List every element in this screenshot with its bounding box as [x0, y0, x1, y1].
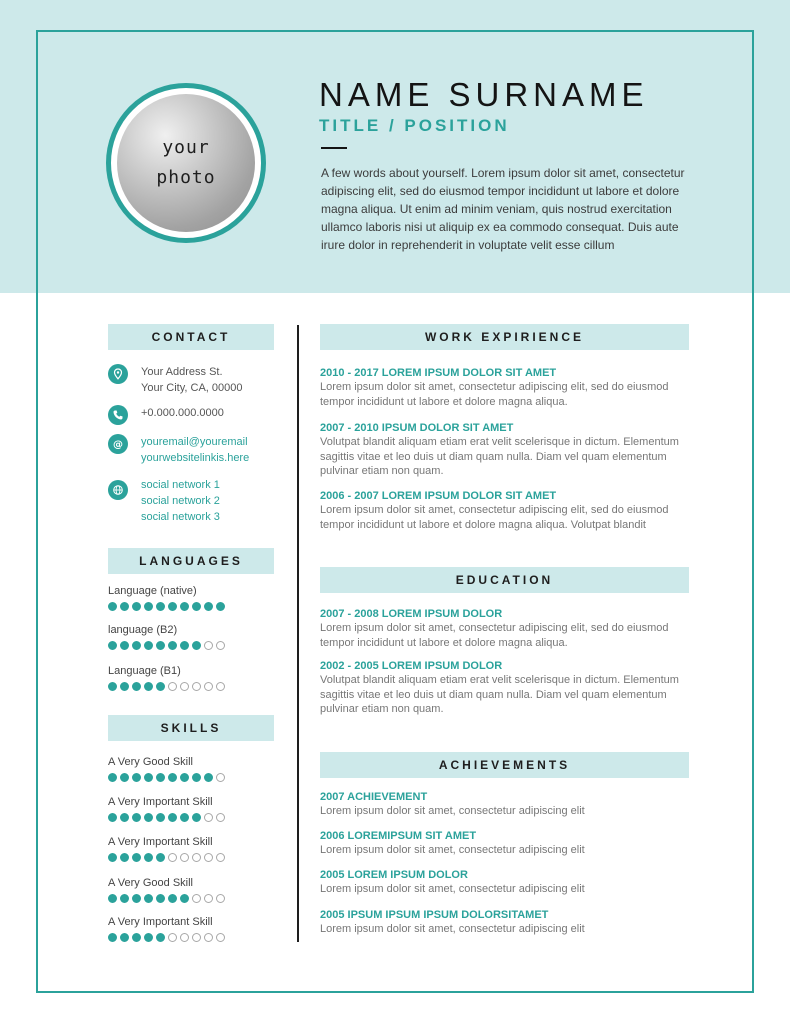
rating-dot-filled [120, 853, 129, 862]
rating-dot-empty [204, 682, 213, 691]
skill-rating [108, 773, 225, 782]
rating-dot-filled [132, 602, 141, 611]
language-item [108, 623, 225, 650]
achievement-body: Lorem ipsum dolor sit amet, consectetur adipiscing elit [320, 844, 585, 856]
photo-label-line2: photo [156, 167, 216, 188]
rating-dot-filled [180, 602, 189, 611]
rating-dot-empty [204, 813, 213, 822]
rating-dot-filled [192, 641, 201, 650]
work-entry-title: 2006 - 2007 LOREM IPSUM DOLOR SIT AMET [320, 490, 557, 502]
skill-rating [108, 933, 225, 942]
rating-dot-filled [144, 773, 153, 782]
skill-item [108, 876, 225, 903]
rating-dot-empty [216, 933, 225, 942]
language-label: Language (native) [108, 585, 197, 597]
rating-dot-filled [168, 894, 177, 903]
rating-dot-empty [216, 682, 225, 691]
rating-dot-filled [120, 894, 129, 903]
rating-dot-filled [144, 853, 153, 862]
photo-placeholder[interactable] [106, 83, 266, 243]
work-entry [320, 366, 692, 409]
rating-dot-filled [120, 682, 129, 691]
globe-icon [108, 480, 128, 500]
rating-dot-empty [216, 641, 225, 650]
skill-label: A Very Good Skill [108, 756, 193, 768]
education-entry [320, 607, 692, 650]
photo-image [117, 94, 255, 232]
achievement-body: Lorem ipsum dolor sit amet, consectetur adipiscing elit [320, 923, 585, 935]
rating-dot-filled [144, 682, 153, 691]
rating-dot-filled [120, 813, 129, 822]
rating-dot-empty [216, 894, 225, 903]
rating-dot-filled [168, 773, 177, 782]
language-item [108, 664, 225, 691]
skill-item [108, 915, 225, 942]
rating-dot-empty [168, 682, 177, 691]
rating-dot-filled [120, 773, 129, 782]
rating-dot-filled [108, 773, 117, 782]
work-heading: WORK EXPIRIENCE [320, 324, 689, 350]
rating-dot-filled [108, 853, 117, 862]
email-link[interactable]: youremail@youremail [141, 436, 248, 448]
achievement-entry [320, 790, 692, 819]
rating-dot-empty [216, 813, 225, 822]
rating-dot-filled [156, 682, 165, 691]
contact-address [108, 364, 243, 396]
rating-dot-filled [168, 641, 177, 650]
achievement-title: 2007 ACHIEVEMENT [320, 791, 428, 803]
work-entry-body: Lorem ipsum dolor sit amet, consectetur adipiscing elit, sed do eiusmod tempor incididunt ut labore et dolore magna aliqua. Volutpat blandit [320, 504, 669, 531]
rating-dot-filled [156, 933, 165, 942]
rating-dot-empty [192, 894, 201, 903]
rating-dot-filled [180, 641, 189, 650]
rating-dot-empty [180, 682, 189, 691]
education-entry [320, 659, 692, 717]
rating-dot-empty [180, 853, 189, 862]
skill-label: A Very Important Skill [108, 916, 213, 928]
achievement-body: Lorem ipsum dolor sit amet, consectetur adipiscing elit [320, 805, 585, 817]
language-rating [108, 602, 225, 611]
education-entry-body: Volutpat blandit aliquam etiam erat velit scelerisque in dictum. Elementum sagittis vitae et leo duis ut diam quam nulla. Diam vel quam elementum pulvinar etiam non quam. [320, 674, 679, 716]
skill-rating [108, 853, 225, 862]
achievement-title: 2005 IPSUM IPSUM IPSUM DOLORSITAMET [320, 909, 549, 921]
work-entry-body: Lorem ipsum dolor sit amet, consectetur adipiscing elit, sed do eiusmod tempor incididunt ut labore et dolore magna aliqua. [320, 381, 669, 408]
skill-item [108, 835, 225, 862]
address-line2: Your City, CA, 00000 [141, 382, 243, 394]
rating-dot-empty [168, 853, 177, 862]
rating-dot-filled [156, 894, 165, 903]
rating-dot-filled [120, 933, 129, 942]
contact-web [108, 434, 249, 466]
rating-dot-filled [144, 933, 153, 942]
rating-dot-filled [156, 641, 165, 650]
svg-text:@: @ [113, 439, 123, 450]
language-item [108, 584, 225, 611]
education-entry-title: 2007 - 2008 LOREM IPSUM DOLOR [320, 608, 503, 620]
rating-dot-filled [132, 853, 141, 862]
work-entry-body: Volutpat blandit aliquam etiam erat velit scelerisque in dictum. Elementum sagittis vitae et leo duis ut diam quam nulla. Diam vel quam elementum pulvinar etiam non quam. [320, 436, 679, 478]
skill-rating [108, 894, 225, 903]
achievements-heading: ACHIEVEMENTS [320, 752, 689, 778]
rating-dot-filled [108, 641, 117, 650]
education-entry-body: Lorem ipsum dolor sit amet, consectetur adipiscing elit, sed do eiusmod tempor incididunt ut labore et dolore magna aliqua. [320, 622, 669, 649]
rating-dot-filled [192, 773, 201, 782]
rating-dot-filled [144, 813, 153, 822]
rating-dot-filled [132, 813, 141, 822]
social-link-2[interactable]: social network 2 [141, 495, 220, 507]
rating-dot-filled [132, 894, 141, 903]
rating-dot-filled [120, 641, 129, 650]
rating-dot-filled [108, 894, 117, 903]
full-name: NAME SURNAME [319, 76, 649, 113]
skill-item [108, 795, 225, 822]
rating-dot-filled [132, 641, 141, 650]
website-link[interactable]: yourwebsitelinkis.here [141, 452, 250, 464]
rating-dot-empty [192, 682, 201, 691]
rating-dot-filled [156, 773, 165, 782]
rating-dot-filled [180, 813, 189, 822]
rating-dot-filled [156, 813, 165, 822]
contact-phone [108, 405, 224, 425]
job-title: TITLE / POSITION [319, 116, 510, 135]
rating-dot-empty [192, 933, 201, 942]
column-divider [297, 325, 299, 942]
rating-dot-filled [192, 813, 201, 822]
rating-dot-empty [204, 894, 213, 903]
rating-dot-filled [108, 602, 117, 611]
rating-dot-filled [108, 813, 117, 822]
rating-dot-filled [180, 894, 189, 903]
language-label: Language (B1) [108, 665, 181, 677]
achievement-body: Lorem ipsum dolor sit amet, consectetur adipiscing elit [320, 883, 585, 895]
rating-dot-filled [204, 602, 213, 611]
achievement-entry [320, 868, 692, 897]
location-pin-icon [108, 364, 128, 384]
education-heading: EDUCATION [320, 567, 689, 593]
rating-dot-filled [144, 641, 153, 650]
social-link-1[interactable]: social network 1 [141, 479, 220, 491]
skill-rating [108, 813, 225, 822]
rating-dot-filled [168, 602, 177, 611]
rating-dot-filled [156, 602, 165, 611]
phone-icon [108, 405, 128, 425]
rating-dot-filled [204, 773, 213, 782]
rating-dot-filled [108, 933, 117, 942]
rating-dot-empty [204, 641, 213, 650]
about-text: A few words about yourself. Lorem ipsum dolor sit amet, consectetur adipiscing elit, sed do eiusmod tempor incididunt ut labore et dolore magna aliqua. Ut enim ad minim veniam, quis nostrud exercitation ullamco laboris nisi ut aliquip ex ea commodo consequat. Duis aute irure dolor in reprehenderit in voluptate velit esse cillum [321, 166, 685, 252]
skill-item [108, 755, 225, 782]
rating-dot-filled [180, 773, 189, 782]
rating-dot-empty [216, 773, 225, 782]
rating-dot-empty [216, 853, 225, 862]
title-underline [321, 147, 347, 149]
rating-dot-empty [204, 853, 213, 862]
rating-dot-filled [168, 813, 177, 822]
rating-dot-empty [204, 933, 213, 942]
work-entry-title: 2007 - 2010 IPSUM DOLOR SIT AMET [320, 422, 514, 434]
rating-dot-filled [216, 602, 225, 611]
skill-label: A Very Important Skill [108, 796, 213, 808]
rating-dot-filled [192, 602, 201, 611]
rating-dot-empty [168, 933, 177, 942]
rating-dot-filled [144, 894, 153, 903]
language-label: language (B2) [108, 624, 178, 636]
social-link-3[interactable]: social network 3 [141, 511, 220, 523]
work-entry [320, 421, 692, 479]
rating-dot-filled [132, 933, 141, 942]
skill-label: A Very Important Skill [108, 836, 213, 848]
address-line1: Your Address St. [141, 366, 223, 378]
languages-heading: LANGUAGES [108, 548, 274, 574]
at-sign-icon [108, 434, 128, 454]
achievement-entry [320, 829, 692, 858]
rating-dot-filled [108, 682, 117, 691]
rating-dot-filled [132, 773, 141, 782]
achievement-title: 2006 LOREMIPSUM SIT AMET [320, 830, 477, 842]
contact-heading: CONTACT [108, 324, 274, 350]
work-entry [320, 489, 692, 532]
language-rating [108, 682, 225, 691]
work-entry-title: 2010 - 2017 LOREM IPSUM DOLOR SIT AMET [320, 367, 557, 379]
rating-dot-empty [192, 853, 201, 862]
photo-label-line1: your [162, 137, 210, 158]
rating-dot-filled [144, 602, 153, 611]
achievement-entry [320, 908, 692, 937]
language-rating [108, 641, 225, 650]
skills-heading: SKILLS [108, 715, 274, 741]
education-entry-title: 2002 - 2005 LOREM IPSUM DOLOR [320, 660, 503, 672]
rating-dot-filled [156, 853, 165, 862]
rating-dot-filled [132, 682, 141, 691]
contact-social [108, 477, 220, 525]
skill-label: A Very Good Skill [108, 877, 193, 889]
rating-dot-empty [180, 933, 189, 942]
phone-number[interactable]: +0.000.000.0000 [141, 407, 224, 419]
achievement-title: 2005 LOREM IPSUM DOLOR [320, 869, 468, 881]
rating-dot-filled [120, 602, 129, 611]
